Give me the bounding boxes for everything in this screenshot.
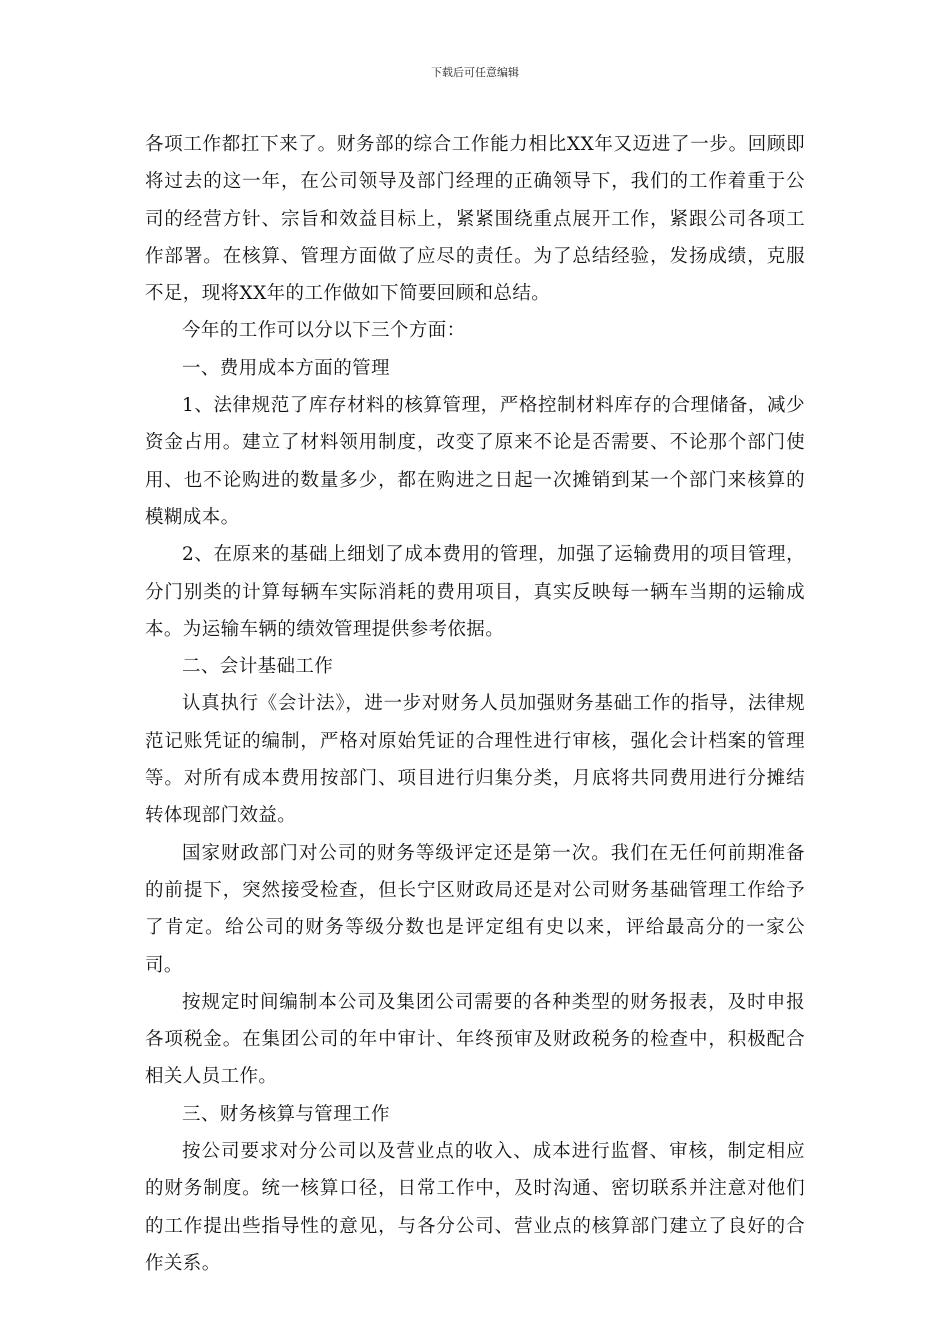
paragraph-intro: 今年的工作可以分以下三个方面： (182, 320, 466, 342)
paragraph-reports-taxes: 按规定时间编制本公司及集团公司需要的各种类型的财务报表，及时申报各项税金。在集团公司的年中审计、年终预审及财政税务的检查中，积极配合相关人员工作。 (145, 991, 805, 1088)
paragraph-item-1: 1、法律规范了库存材料的核算管理，严格控制材料库存的合理储备，减少资金占用。建立了材料领用制度，改变了原来不论是否需要、不论那个部门使用、也不论购进的数量多少，都在购进之日起一次摊销到某一个部门来核算的模糊成本。 (145, 395, 805, 528)
document-body (145, 126, 805, 1282)
section-heading-accounting-basics: 二、会计基础工作 (182, 656, 334, 678)
paragraph-financial-rating: 国家财政部门对公司的财务等级评定还是第一次。我们在无任何前期准备的前提下，突然接受检查，但长宁区财政局还是对公司财务基础管理工作给予了肯定。给公司的财务等级分数也是评定组有史以来，评给最高分的一家公司。 (145, 842, 805, 976)
paragraph-branch-supervision: 按公司要求对分公司以及营业点的收入、成本进行监督、审核，制定相应的财务制度。统一核算口径，日常工作中，及时沟通、密切联系并注意对他们的工作提出些指导性的意见，与各分公司、营业点的核算部门建立了良好的合作关系。 (145, 1141, 805, 1274)
paragraph-item-2: 2、在原来的基础上细划了成本费用的管理，加强了运输费用的项目管理，分门别类的计算每辆车实际消耗的费用项目，真实反映每一辆车当期的运输成本。为运输车辆的绩效管理提供参考依据。 (145, 544, 805, 640)
page-header: 下载后可任意编辑 (431, 66, 519, 79)
paragraph-accounting-law: 认真执行《会计法》，进一步对财务人员加强财务基础工作的指导，法律规范记账凭证的编制，严格对原始凭证的合理性进行审核，强化会计档案的管理等。对所有成本费用按部门、项目进行归集分类，月底将共同费用进行分摊结转体现部门效益。 (145, 693, 805, 827)
paragraph-continuation: 各项工作都扛下来了。财务部的综合工作能力相比XX年又迈进了一步。回顾即将过去的这一年，在公司领导及部门经理的正确领导下，我们的工作着重于公司的经营方针、宗旨和效益目标上，紧紧围绕重点展开工作，紧跟公司各项工作部署。在核算、管理方面做了应尽的责任。为了总结经验，发扬成绩，克服不足，现将XX年的工作做如下简要回顾和总结。 (145, 134, 805, 305)
section-heading-accounting-management: 三、财务核算与管理工作 (182, 1103, 390, 1125)
section-heading-cost-management: 一、费用成本方面的管理 (182, 357, 390, 379)
